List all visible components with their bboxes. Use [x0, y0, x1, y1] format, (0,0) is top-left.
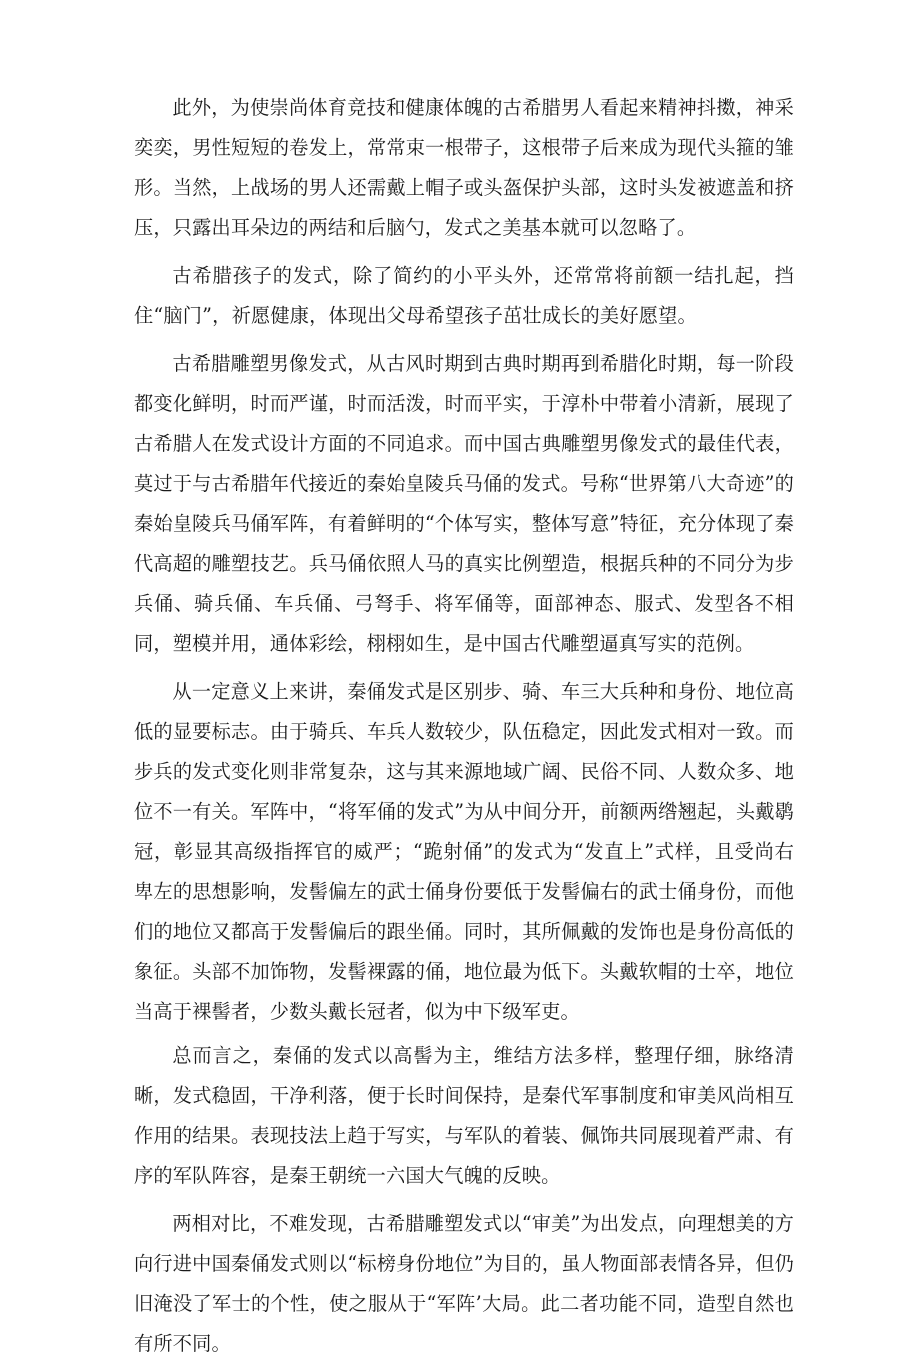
- paragraph-5: 总而言之，秦俑的发式以高髻为主，维结方法多样，整理仔细，脉络清晰，发式稳固，干净利落，便于长时间保持，是秦代军事制度和审美风尚相互作用的结果。表现技法上趋于写实，与军队的着装、佩饰共同展现着严肃、有序的军队阵容，是秦王朝统一六国大气魄的反映。: [134, 1044, 794, 1187]
- paragraph-2: 古希腊孩子的发式，除了简约的小平头外，还常常将前额一结扎起，挡住“脑门”，祈愿健康，体现出父母希望孩子茁壮成长的美好愿望。: [134, 264, 794, 327]
- paragraph-3: 古希腊雕塑男像发式，从古风时期到古典时期再到希腊化时期，每一阶段都变化鲜明，时而严谨，时而活泼，时而平实，于淳朴中带着小清新，展现了古希腊人在发式设计方面的不同追求。而中国古典雕塑男像发式的最佳代表，莫过于与古希腊年代接近的秦始皇陵兵马俑的发式。号称“世界第八大奇迹”的秦始皇陵兵马俑军阵，有着鲜明的“个体写实，整体写意”特征，充分体现了秦代高超的雕塑技艺。兵马俑依照人马的真实比例塑造，根据兵种的不同分为步兵俑、骑兵俑、车兵俑、弓弩手、将军俑等，面部神态、服式、发型各不相同，塑模并用，通体彩绘，栩栩如生，是中国古代雕塑逼真写实的范例。: [134, 352, 794, 655]
- paragraph-1: 此外，为使崇尚体育竞技和健康体魄的古希腊男人看起来精神抖擞，神采奕奕，男性短短的卷发上，常常束一根带子，这根带子后来成为现代头箍的雏形。当然，上战场的男人还需戴上帽子或头盔保护头部，这时头发被遮盖和挤压，只露出耳朵边的两结和后脑勺，发式之美基本就可以忽略了。: [134, 96, 794, 239]
- paragraph-6: 两相对比，不难发现，古希腊雕塑发式以“审美”为出发点，向理想美的方向行进中国秦俑发式则以“标榜身份地位”为目的，虽人物面部表情各异，但仍旧淹没了军士的个性，使之服从于“军阵’大局。此二者功能不同，造型自然也有所不同。: [134, 1212, 794, 1355]
- paragraph-4: 从一定意义上来讲，秦俑发式是区别步、骑、车三大兵种和身份、地位高低的显要标志。由于骑兵、车兵人数较少，队伍稳定，因此发式相对一致。而步兵的发式变化则非常复杂，这与其来源地域广阔、民俗不同、人数众多、地位不一有关。军阵中，“将军俑的发式”为从中间分开，前额两绺翘起，头戴鹖冠，彰显其高级指挥官的威严；“跪射俑”的发式为“发直上”式样，且受尚右卑左的思想影响，发髻偏左的武士俑身份要低于发髻偏右的武士俑身份，而他们的地位又都高于发髻偏后的跟坐俑。同时，其所佩戴的发饰也是身份高低的象征。头部不加饰物，发髻裸露的俑，地位最为低下。头戴软帽的士卒，地位当高于裸髻者，少数头戴长冠者，似为中下级军吏。: [134, 680, 794, 1023]
- article-body: [134, 88, 794, 1372]
